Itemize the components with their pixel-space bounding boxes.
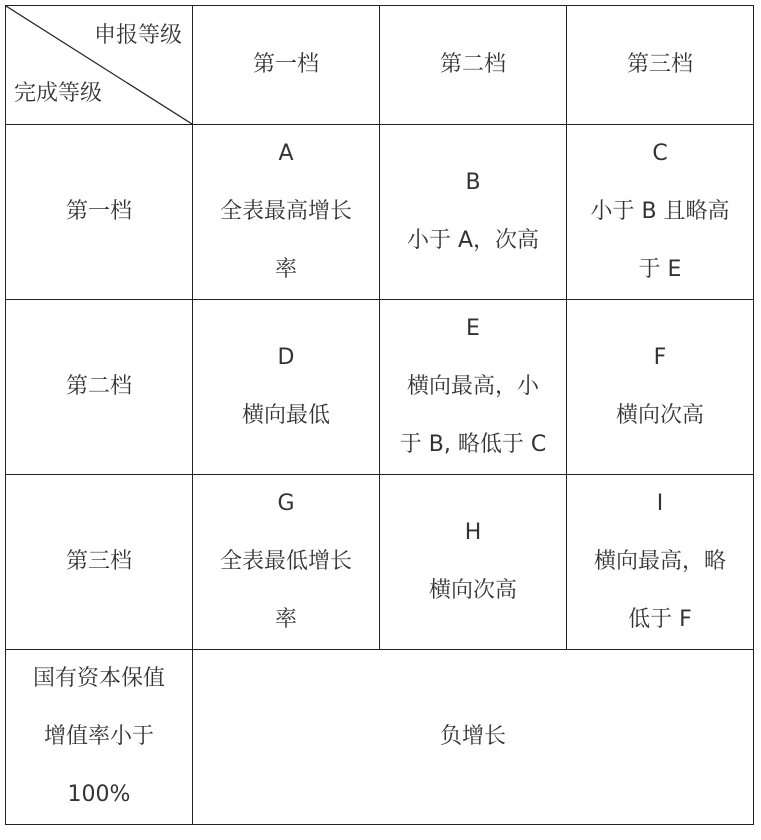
cell-line: F (653, 345, 667, 370)
footer-row (6, 650, 754, 825)
cell-line: A (278, 141, 294, 166)
cell-line: B (465, 170, 481, 195)
cell-line: 小于 A，次高 (406, 228, 540, 253)
cell-b (380, 125, 567, 300)
cell-line: 低于 F (628, 607, 692, 632)
cell-line: 率 (274, 257, 297, 282)
cell-line: 横向最高，略 (593, 549, 726, 574)
cell-line: 全表最低增长 (219, 549, 352, 574)
footer-label-cell (6, 650, 193, 825)
cell-line: C (652, 141, 668, 166)
cell-line: H (464, 520, 482, 545)
row-header-tier-3: 第三档 (6, 475, 193, 650)
grade-table (5, 5, 754, 825)
cell-e (380, 300, 567, 475)
cell-line: 横向次高 (428, 578, 517, 603)
cell-line: D (277, 345, 295, 370)
cell-c (567, 125, 754, 300)
column-header-tier-1: 第一档 (193, 6, 380, 125)
cell-line: G (277, 491, 295, 516)
cell-line: 国有资本保值 (32, 666, 165, 691)
cell-line: 率 (274, 607, 297, 632)
cell-line: 增值率小于 (43, 724, 154, 749)
cell-line: 横向最高，小 (406, 374, 539, 399)
cell-line: 于 E (638, 257, 682, 282)
cell-line: 全表最高增长 (219, 199, 352, 224)
table-row (6, 475, 754, 650)
table-row (6, 300, 754, 475)
column-header-tier-3: 第三档 (567, 6, 754, 125)
cell-line: I (656, 491, 664, 516)
corner-header-cell (6, 6, 193, 125)
cell-g (193, 475, 380, 650)
cell-line: E (466, 316, 480, 341)
completed-level-label: 完成等级 (14, 81, 103, 106)
cell-f (567, 300, 754, 475)
negative-growth-cell: 负增长 (193, 650, 754, 825)
cell-i (567, 475, 754, 650)
cell-line: 100% (67, 782, 131, 807)
cell-d (193, 300, 380, 475)
cell-line: 横向最低 (241, 403, 330, 428)
cell-a (193, 125, 380, 300)
row-header-tier-2: 第二档 (6, 300, 193, 475)
declared-level-label: 申报等级 (93, 23, 182, 48)
cell-line: 于 B, 略低于 C (399, 432, 547, 457)
column-header-tier-2: 第二档 (380, 6, 567, 125)
cell-line: 横向次高 (615, 403, 704, 428)
table-row (6, 125, 754, 300)
row-header-tier-1: 第一档 (6, 125, 193, 300)
cell-line: 小于 B 且略高 (590, 199, 730, 224)
cell-h (380, 475, 567, 650)
header-row (6, 6, 754, 125)
